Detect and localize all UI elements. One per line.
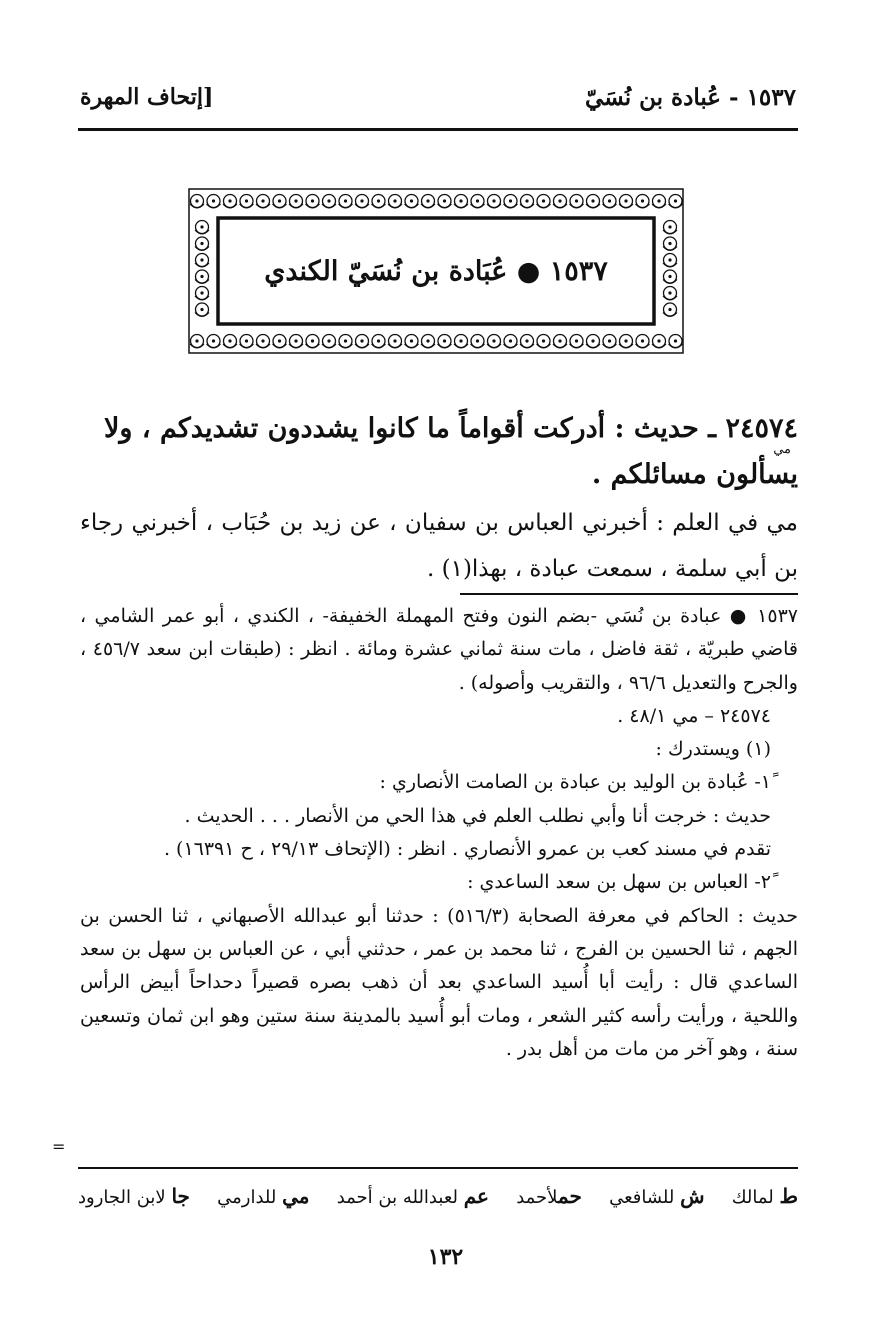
hadith-isnad: مي في العلم : أخبرني العباس بن سفيان ، عن زيد بن حُبَاب ، أخبرني رجاء بن أبي سلمة ، سمعت عبادة ، بهذا(١) . — [80, 510, 798, 582]
legend-item: حملأحمد — [516, 1184, 582, 1208]
legend-item: عم لعبدالله بن أحمد — [336, 1184, 489, 1208]
sigla-legend — [78, 1184, 798, 1208]
footnote-reference-1: تقدم في مسند كعب بن عمرو الأنصاري . انظر : (الإتحاف ٢٩/١٣ ، ح ١٦٣٩١) . — [163, 838, 771, 861]
running-header-title: ١٥٣٧ - عُبادة بن نُسَيّ — [585, 84, 796, 111]
running-header-book: [إتحاف المهرة — [80, 84, 214, 110]
footnote-narrator-2: ٢ً- العباس بن سهل بن سعد الساعدي : — [467, 871, 771, 894]
footnote-source: ٢٤٥٧٤ – مي ٤٨/١ . — [617, 704, 771, 727]
legend-item: مي للدارمي — [217, 1184, 310, 1208]
footnote-rule — [460, 593, 798, 595]
biography-title: ١٥٣٧ ● عُبَادة بن نُسَيّ الكندي — [264, 255, 608, 287]
legend-item: ش للشافعي — [609, 1184, 705, 1208]
footnote-biography: ١٥٣٧ ● عبادة بن نُسَي -بضم النون وفتح المهملة الخفيفة- ، الكندي ، أبو عمر الشامي ، قاضي طبريّة ، ثقة فاضل ، مات سنة ثماني عشرة ومائة . انظر : (طبقات ابن سعد ٤٥٦/٧ ، والجرح والتعديل ٩٦/٦ ، والتقريب وأصوله) . — [80, 605, 799, 694]
footnote-narrator-1: ١ً- عُبادة بن الوليد بن عبادة بن الصامت الأنصاري : — [379, 771, 771, 794]
page-number: ١٣٢ — [427, 1244, 464, 1270]
source-siglum-mark: مي — [773, 442, 791, 457]
header-rule — [78, 128, 798, 131]
legend-rule — [78, 1167, 798, 1169]
legend-item: جا لابن الجارود — [78, 1184, 190, 1208]
hadith-heading: ٢٤٥٧٤ ـ حديث : أدركت أقواماً ما كانوا يشددون تشديدكم ، ولا يسألون مسائلكم . — [104, 413, 798, 490]
footnote-addendum-heading: (١) ويستدرك : — [655, 738, 771, 761]
footnote-hadith-1: حديث : خرجت أنا وأبي نطلب العلم في هذا الحي من الأنصار . . . الحديث . — [184, 804, 771, 827]
legend-item: ط لمالك — [731, 1184, 798, 1208]
continuation-mark: = — [52, 1137, 66, 1156]
footnotes — [80, 600, 798, 1066]
footnote-hadith-2: حديث : الحاكم في معرفة الصحابة (٥١٦/٣) : حدثنا أبو عبدالله الأصبهاني ، ثنا الحسن بن الجهم ، ثنا الحسين بن الفرج ، ثنا محمد بن عمر ، حدثني أبي ، عن العباس بن سهل بن سعد الساعدي قال : رأيت أبا أُسيد الساعدي بعد أن ذهب بصره قصيراً دحداحاً أبيض الرأس واللحية ، ورأيت رأسه كثير الشعر ، ومات أبو أُسيد بالمدينة سنة ستين وهو ابن ثمان وتسعين سنة ، وهو آخر من مات من أهل بدر . — [80, 904, 798, 1060]
